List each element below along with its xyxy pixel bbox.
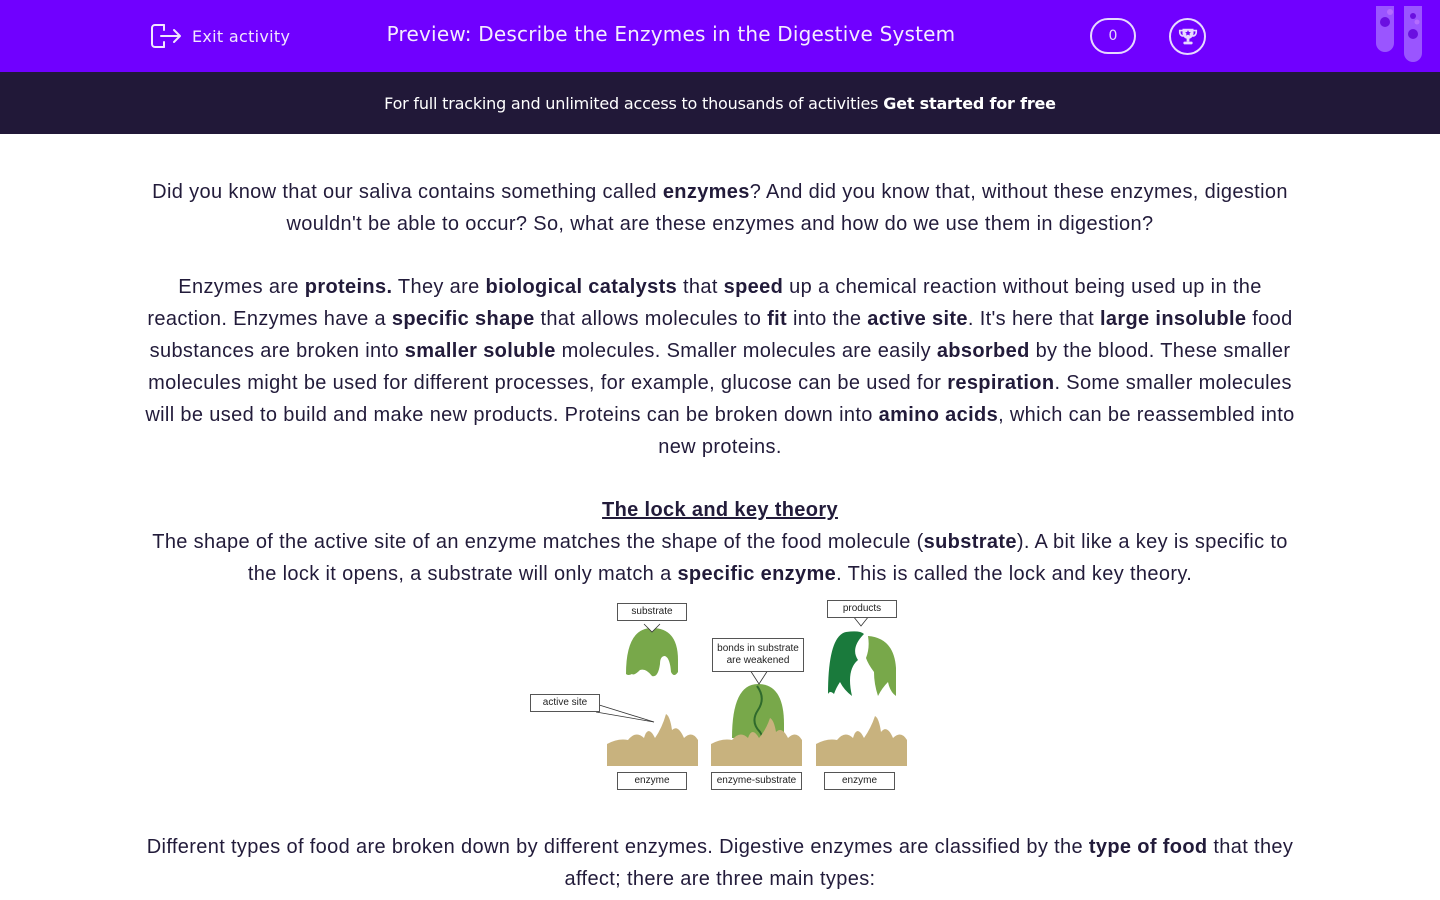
label-enzyme-2: enzyme [824,772,895,790]
emphasis-term: specific shape [391,308,535,330]
exit-activity-label: Exit activity [192,26,291,46]
emphasis-term: specific enzyme [677,563,837,585]
intro-paragraph-1: Did you know that our saliva contains something called enzymes? And did you know that, without these enzymes, digestion wouldn't be able to occur? So, what are these enzymes and how do we use them in digestion? [152,181,1288,235]
brand-logo-icon [1374,4,1426,64]
signup-banner [0,72,1440,134]
emphasis-term: respiration [947,372,1055,394]
article-content [140,176,1300,598]
page-title [0,22,1440,46]
emphasis-term: type of food [1088,836,1208,858]
enzyme-types-intro [140,831,1300,895]
label-products: products [827,600,897,618]
page-title-text: Preview: Describe the Enzymes in the Digestive System [386,22,956,46]
lock-key-paragraph: The shape of the active site of an enzyme matches the shape of the food molecule (substrate). A bit like a key is specific to the lock it opens, a substrate will only match a specific enzyme. This is called the lock and key theory. [152,531,1288,585]
emphasis-term: speed [723,276,784,298]
label-substrate: substrate [617,603,687,621]
emphasis-term: amino acids [878,404,999,426]
label-enzyme-substrate: enzyme-substrate [711,772,802,790]
enzyme-types-paragraph: Different types of food are broken down by different enzymes. Digestive enzymes are classified by the type of food that they affect; there are three main types: [146,836,1294,890]
label-bonds-weakened: bonds in substrate are weakened [712,638,804,672]
score-badge [1090,18,1136,54]
get-started-link[interactable]: Get started for free [883,93,1056,113]
emphasis-term: absorbed [936,340,1030,362]
lock-and-key-diagram [528,598,912,798]
emphasis-term: active site [867,308,968,330]
lock-key-section [140,494,1300,590]
trophy-icon [1177,26,1199,48]
label-active-site: active site [530,694,600,712]
emphasis-term: fit [767,308,788,330]
label-enzyme-1: enzyme [617,772,687,790]
emphasis-term: smaller soluble [404,340,556,362]
top-bar [0,0,1440,72]
banner-text: For full tracking and unlimited access to thousands of activities [384,93,879,113]
intro-paragraph-2: Enzymes are proteins. They are biological catalysts that speed up a chemical reaction without being used up in the reaction. Enzymes have a specific shape that allows molecules to fit into the active site. It's here that large insoluble food substances are broken into smaller soluble molecules. Smaller molecules are easily absorbed by the blood. These smaller molecules might be used for different processes, for example, glucose can be used for respiration. Some smaller molecules will be used to build and make new products. Proteins can be broken down into amino acids, which can be reassembled into new proteins. [145,276,1295,458]
emphasis-term: biological catalysts [485,276,678,298]
emphasis-term: enzymes [662,181,750,203]
emphasis-term: proteins. [304,276,393,298]
emphasis-term: substrate [923,531,1017,553]
emphasis-term: large insoluble [1099,308,1247,330]
trophy-button[interactable] [1169,18,1206,55]
score-value: 0 [1108,28,1118,44]
lock-key-heading: The lock and key theory [602,499,838,521]
